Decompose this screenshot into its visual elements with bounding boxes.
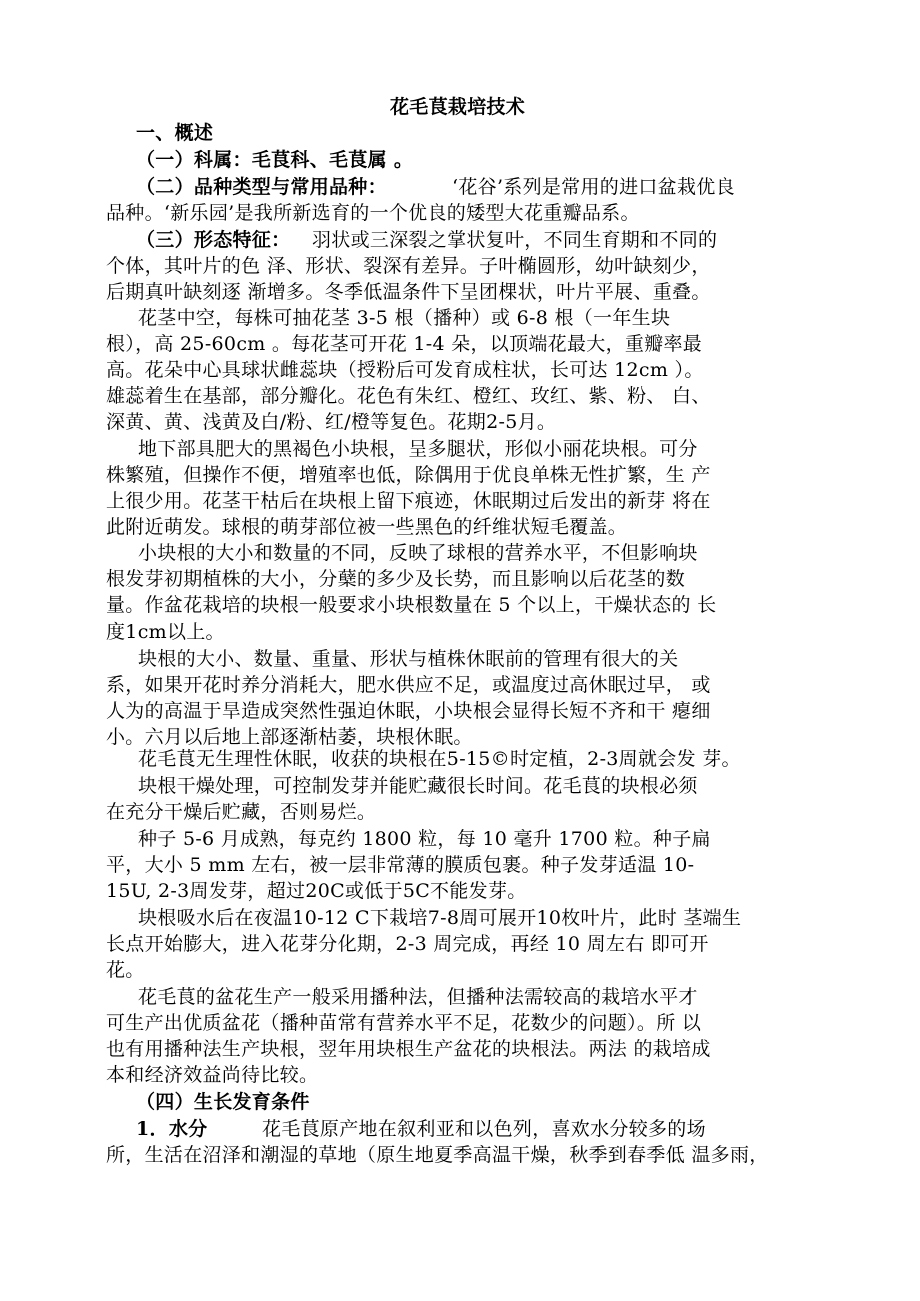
paragraph-line: 小。六月以后地上部逐渐枯萎，块根休眠。 <box>106 726 473 748</box>
paragraph-line: 度1cm以上。 <box>106 621 225 643</box>
paragraph-line: 花毛茛原产地在叙利亚和以色列，喜欢水分较多的场 <box>262 1118 706 1140</box>
item-heading: 1．水分 <box>136 1118 208 1140</box>
paragraph-line: 本和经济效益尚待比较。 <box>106 1064 319 1086</box>
paragraph-line: 花茎中空，每株可抽花茎 3-5 根（播种）或 6-8 根（一年生块 <box>138 307 671 329</box>
paragraph-line: 系，如果开花时养分消耗大，肥水供应不足，或温度过高休眠过早， 或 <box>106 674 711 696</box>
paragraph-line: 人为的高温于旱造成突然性强迫休眠，小块根会显得长短不齐和干 瘪细 <box>106 700 711 722</box>
paragraph-line: 种子 5-6 月成熟，每克约 1800 粒，每 10 毫升 1700 粒。种子扁 <box>138 828 711 850</box>
paragraph-line: 15U, 2-3周发芽，超过20C或低于5C不能发芽。 <box>106 880 527 902</box>
paragraph-line: 此附近萌发。球根的萌芽部位被一些黑色的纤维状短毛覆盖。 <box>106 516 628 538</box>
paragraph-line: 个体，其叶片的色 泽、形状、裂深有差异。子叶椭圆形，幼叶缺刻少， <box>106 255 711 277</box>
paragraph-line: 在充分干燥后贮藏，否则易烂。 <box>106 801 377 823</box>
paragraph-line: 深黄、黄、浅黄及白/粉、红/橙等复色。花期2-5月。 <box>106 411 557 433</box>
subsection-heading: （一）科属：毛茛科、毛茛属 。 <box>136 149 414 171</box>
paragraph-line: 上很少用。花茎干枯后在块根上留下痕迹，休眠期过后发出的新芽 将在 <box>106 490 711 512</box>
paragraph-line: 花毛茛的盆花生产一般采用播种法，但播种法需较高的栽培水平才 <box>138 986 698 1008</box>
paragraph-line: 高。花朵中心具球状雌蕊块（授粉后可发育成柱状，长可达 12cm ）。 <box>106 359 704 381</box>
paragraph-line: 株繁殖，但操作不便，增殖率也低，除偶用于优良单株无性扩繁，生 产 <box>106 464 711 486</box>
subsection-heading: （三）形态特征： <box>136 229 291 251</box>
paragraph-line: 根），高 25-60cm 。每花茎可开花 1-4 朵，以顶端花最大，重瓣率最 <box>106 333 703 355</box>
paragraph-line: 平，大小 5 mm 左右，被一层非常薄的膜质包裹。种子发芽适温 10- <box>106 854 695 876</box>
paragraph-line: 地下部具肥大的黑褐色小块根，呈多腿状，形似小丽花块根。可分 <box>138 438 698 460</box>
paragraph-line: 块根的大小、数量、重量、形状与植株休眠前的管理有很大的关 <box>138 648 679 670</box>
paragraph-line: ‘花谷’系列是常用的进口盆栽优良 <box>452 176 735 198</box>
paragraph-line: 根发芽初期植株的大小，分蘖的多少及长势，而且影响以后花茎的数 <box>106 568 686 590</box>
paragraph-line: 后期真叶缺刻逐 渐增多。冬季低温条件下呈团棵状，叶片平展、重叠。 <box>106 281 711 303</box>
paragraph-line: 小块根的大小和数量的不同，反映了球根的营养水平，不但影响块 <box>138 542 698 564</box>
paragraph-line: 长点开始膨大，进入花芽分化期，2-3 周完成，再经 10 周左右 即可开 <box>106 933 709 955</box>
paragraph-line: 量。作盆花栽培的块根一般要求小块根数量在 5 个以上，干燥状态的 长 <box>106 594 717 616</box>
subsection-heading: （四）生长发育条件 <box>136 1091 310 1113</box>
paragraph-line: 花。 <box>106 959 145 981</box>
paragraph-line: 所，生活在沼泽和潮湿的草地（原生地夏季高温干燥，秋季到春季低 温多雨， <box>106 1144 769 1166</box>
section-heading: 一、概述 <box>136 122 214 144</box>
paragraph-line: 块根干燥处理，可控制发芽并能贮藏很长时间。花毛茛的块根必须 <box>138 775 698 797</box>
paragraph-line: 品种。‘新乐园’是我所新选育的一个优良的矮型大花重瓣品系。 <box>106 202 640 224</box>
paragraph-line: 花毛茛无生理性休眠，收获的块根在5-15©时定植，2-3周就会发 芽。 <box>138 748 741 770</box>
subsection-heading: （二）品种类型与常用品种： <box>136 176 387 198</box>
paragraph-line: 可生产出优质盆花（播种苗常有营养水平不足，花数少的问题）。所 以 <box>106 1012 702 1034</box>
paragraph-line: 也有用播种法生产块根，翌年用块根生产盆花的块根法。两法 的栽培成 <box>106 1038 711 1060</box>
paragraph-line: 块根吸水后在夜温10-12 C下栽培7-8周可展开10枚叶片，此时 茎端生 <box>138 907 742 929</box>
paragraph-line: 羽状或三深裂之掌状复叶，不同生育期和不同的 <box>312 229 718 251</box>
document-title: 花毛茛栽培技术 <box>390 96 526 118</box>
paragraph-line: 雄蕊着生在基部，部分瓣化。花色有朱红、橙红、玫红、紫、粉、 白、 <box>106 385 711 407</box>
